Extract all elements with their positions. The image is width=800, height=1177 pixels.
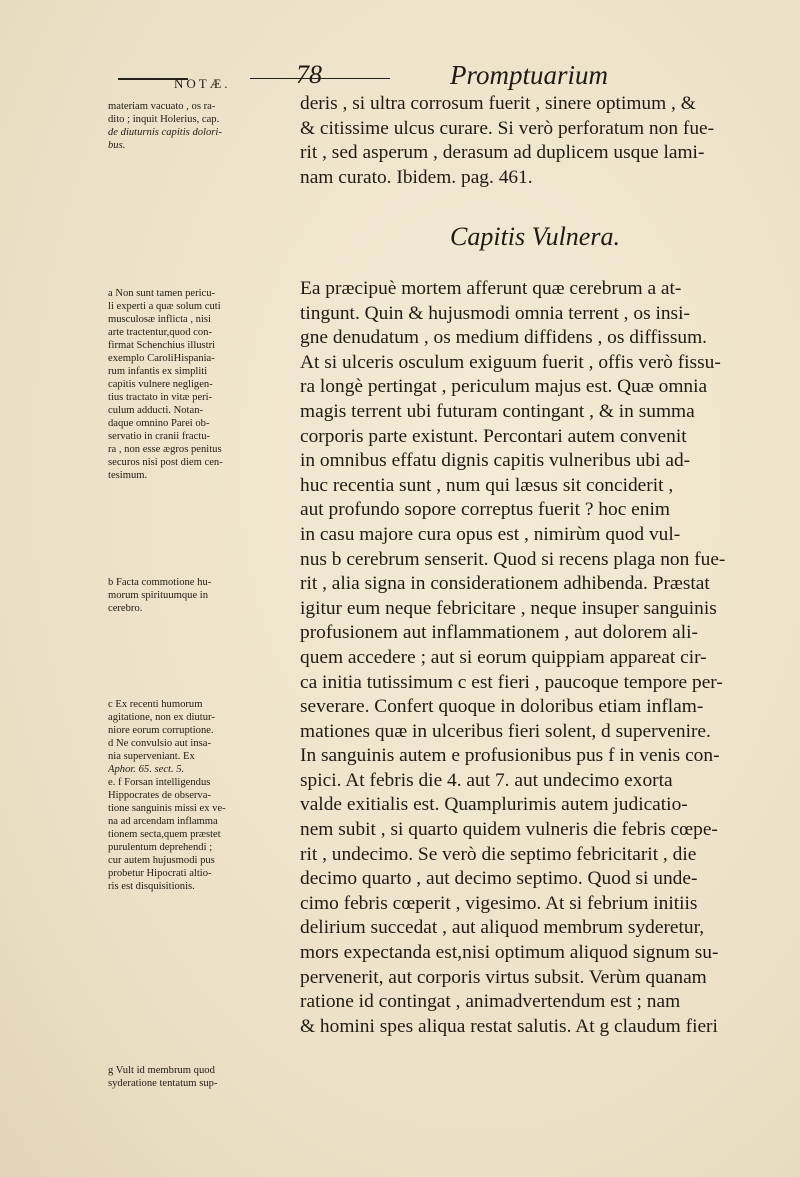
note-line: materiam vacuato , os ra- bbox=[108, 101, 216, 112]
main-line: nem subit , si quarto quidem vulneris die febris cœpe- bbox=[300, 819, 718, 841]
main-line: in omnibus effatu dignis capitis vulneribus ubi ad- bbox=[300, 450, 691, 472]
note-line: cur autem hujusmodi pus bbox=[108, 855, 215, 866]
note-line: g Vult id membrum quod bbox=[108, 1065, 215, 1076]
note-line: d Ne convulsio aut insa- bbox=[108, 738, 211, 749]
note-line: tesimum. bbox=[108, 470, 148, 481]
running-title: Promptuarium bbox=[450, 60, 609, 90]
note-line: c Ex recenti humorum bbox=[108, 699, 203, 710]
main-line: & homini spes aliqua restat salutis. At g claudum fieri bbox=[300, 1015, 718, 1037]
main-line: mors expectanda est,nisi optimum aliquod signum su- bbox=[300, 942, 719, 964]
note-line: firmat Schenchius illustri bbox=[108, 340, 216, 351]
note-line: ris est disquisitionis. bbox=[108, 881, 195, 892]
main-line: profusionem aut inflammationem , aut dolorem ali- bbox=[300, 622, 698, 644]
note-line: agitatione, non ex diutur- bbox=[108, 712, 215, 723]
section-title: Capitis Vulnera. bbox=[450, 222, 620, 251]
main-text-body bbox=[300, 277, 792, 1039]
margin-note-a bbox=[108, 287, 298, 482]
main-line: Ea præcipuè mortem afferunt quæ cerebrum a at- bbox=[300, 278, 682, 299]
note-line: musculosæ inflicta , nisi bbox=[108, 314, 211, 325]
note-line: purulentum deprehendi ; bbox=[108, 842, 213, 853]
note-line: tius tractato in vitæ peri- bbox=[108, 392, 213, 403]
margin-note-c-f bbox=[108, 698, 298, 893]
main-line: corporis parte existunt. Percontari autem convenit bbox=[300, 425, 687, 447]
note-line: ra , non esse ægros penitus bbox=[108, 444, 222, 455]
main-line: In sanguinis autem e profusionibus pus f in venis con- bbox=[300, 745, 720, 767]
note-line: e. f Forsan intelligendus bbox=[108, 777, 211, 788]
main-line: nam curato. Ibidem. pag. 461. bbox=[300, 166, 533, 188]
main-line: rit , undecimo. Se verò die septimo febricitarit , die bbox=[300, 843, 697, 865]
main-line: in casu majore cura opus est , nimirùm quod vul- bbox=[300, 523, 681, 545]
note-line: servatio in cranii fractu- bbox=[108, 431, 211, 442]
main-text-top bbox=[300, 92, 792, 190]
main-line: huc recentia sunt , num qui læsus sit conciderit , bbox=[300, 474, 674, 496]
main-line: deris , si ultra corrosum fuerit , sinere optimum , & bbox=[300, 93, 696, 114]
main-line: ca initia tutissimum c est fieri , paucoque tempore per- bbox=[300, 671, 723, 693]
main-line: spici. At febris die 4. aut 7. aut undecimo exorta bbox=[300, 769, 673, 791]
margin-note-g bbox=[108, 1064, 298, 1090]
note-line: Aphor. 65. sect. 5. bbox=[108, 764, 185, 775]
notae-label: NOTÆ. bbox=[174, 76, 231, 91]
note-line: a Non sunt tamen pericu- bbox=[108, 288, 216, 299]
note-line: de diuturnis capitis dolori- bbox=[108, 127, 222, 138]
main-line: delirium succedat , aut aliquod membrum syderetur, bbox=[300, 917, 705, 939]
main-line: valde exitialis est. Quamplurimis autem judicatio- bbox=[300, 794, 688, 816]
note-line: li experti a quæ solum cuti bbox=[108, 301, 221, 312]
main-line: mationes quæ in ulceribus fieri solent, d supervenire. bbox=[300, 720, 711, 742]
main-line: nus b cerebrum senserit. Quod si recens plaga non fue- bbox=[300, 548, 726, 570]
note-line: cerebro. bbox=[108, 603, 143, 614]
page-header bbox=[100, 58, 790, 92]
main-line: & citissime ulcus curare. Si verò perforatum non fue- bbox=[300, 117, 715, 139]
note-line: na ad arcendam inflamma bbox=[108, 816, 218, 827]
main-line: rit , sed asperum , derasum ad duplicem usque lami- bbox=[300, 142, 705, 164]
margin-note-b bbox=[108, 576, 298, 615]
main-line: gne denudatum , os medium diffidens , os diffissum. bbox=[300, 327, 707, 349]
main-line: igitur eum neque febricitare , neque insuper sanguinis bbox=[300, 597, 717, 619]
main-line: decimo quarto , aut decimo septimo. Quod si unde- bbox=[300, 868, 698, 890]
main-line: At si ulceris osculum exiguum fuerit , offis verò fissu- bbox=[300, 351, 721, 373]
note-line: morum spirituumque in bbox=[108, 590, 209, 601]
main-line: pervenerit, aut corporis virtus subsit. Verùm quanam bbox=[300, 966, 707, 988]
main-line: rit , alia signa in considerationem adhibenda. Præstat bbox=[300, 573, 710, 595]
main-line: quem accedere ; aut si eorum quippiam appareat cir- bbox=[300, 646, 707, 668]
note-line: daque omnino Parei ob- bbox=[108, 418, 210, 429]
note-line: dito ; inquit Holerius, cap. bbox=[108, 114, 220, 125]
note-line: exemplo CaroliHispania- bbox=[108, 353, 215, 364]
note-line: syderatione tentatum sup- bbox=[108, 1078, 218, 1089]
main-line: aut profundo sopore correptus fuerit ? hoc enim bbox=[300, 499, 670, 521]
main-line: tingunt. Quin & hujusmodi omnia terrent , os insi- bbox=[300, 302, 690, 324]
note-line: tione sanguinis missi ex ve- bbox=[108, 803, 226, 814]
note-line: nia superveniant. Ex bbox=[108, 751, 195, 762]
note-line: niore eorum corruptione. bbox=[108, 725, 214, 736]
note-line: rum infantis ex simpliti bbox=[108, 366, 208, 377]
main-line: cimo febris cœperit , vigesimo. At si febrium initiis bbox=[300, 892, 698, 914]
page-number: 78 bbox=[296, 60, 322, 89]
note-line: b Facta commotione hu- bbox=[108, 577, 212, 588]
main-line: magis terrent ubi futuram contingant , & in summa bbox=[300, 400, 695, 422]
main-line: ratione id contingat , animadvertendum est ; nam bbox=[300, 991, 681, 1013]
note-line: culum adducti. Notan- bbox=[108, 405, 204, 416]
note-line: arte tractentur,quod con- bbox=[108, 327, 212, 338]
note-line: securos nisi post diem cen- bbox=[108, 457, 223, 468]
note-line: probetur Hipocrati altio- bbox=[108, 868, 212, 879]
note-line: tionem secta,quem præstet bbox=[108, 829, 221, 840]
main-line: severare. Confert quoque in doloribus etiam inflam- bbox=[300, 696, 704, 718]
margin-note-top bbox=[108, 100, 298, 152]
note-line: Hippocrates de observa- bbox=[108, 790, 211, 801]
note-line: capitis vulnere negligen- bbox=[108, 379, 213, 390]
note-line: bus. bbox=[108, 140, 126, 151]
main-line: ra longè pertingat , periculum majus est. Quæ omnia bbox=[300, 376, 708, 398]
